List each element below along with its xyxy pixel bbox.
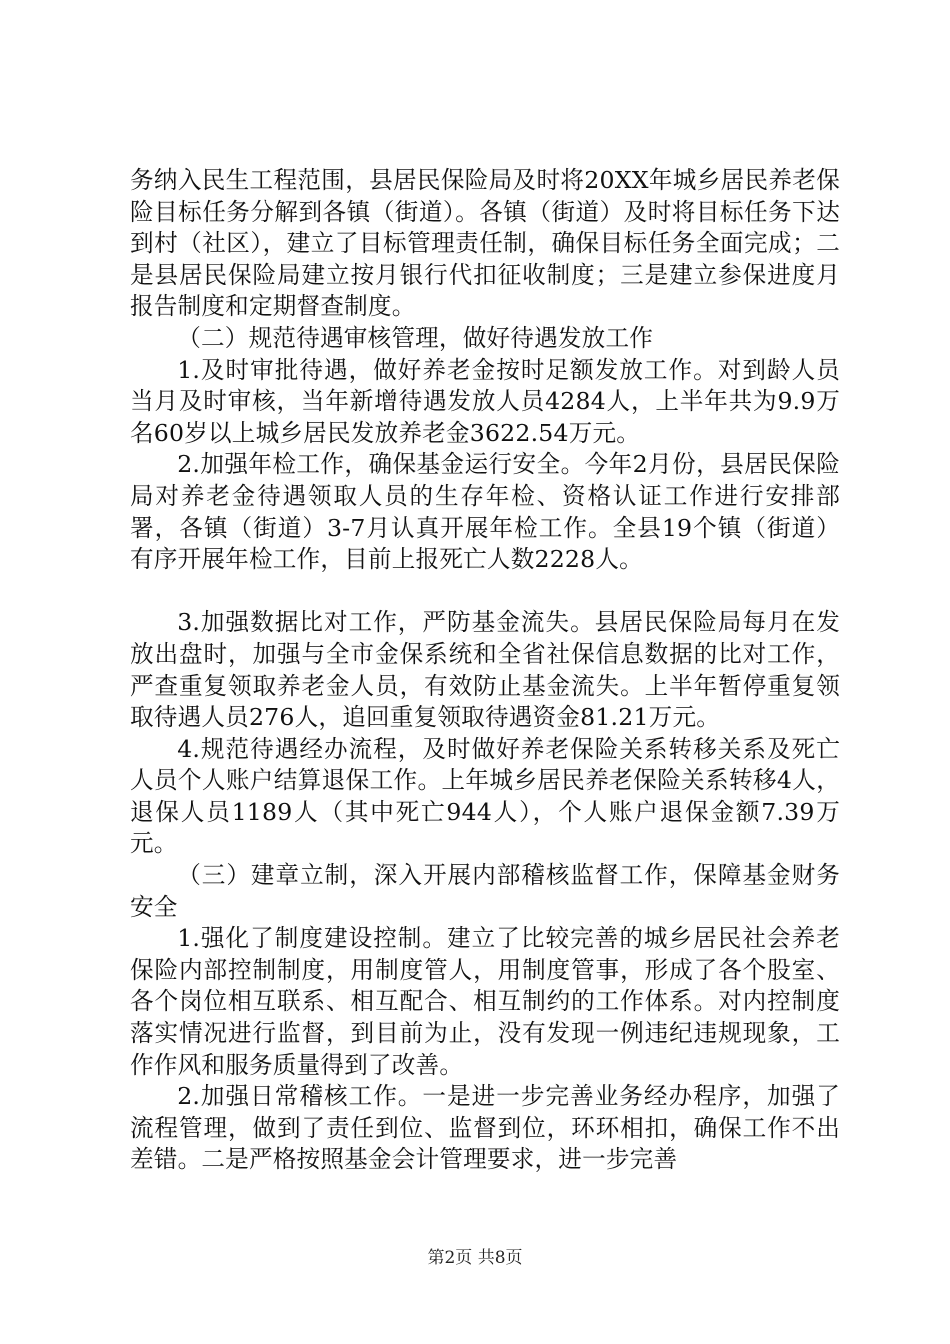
paragraph-item-2-3: 3.加强数据比对工作，严防基金流失。县居民保险局每月在发放出盘时，加强与全市金保系统和全省社保信息数据的比对工作，严查重复领取养老金人员，有效防止基金流失。上半年暂停重复领取待遇人员276人，追回重复领取待遇资金81.21万元。	[130, 608, 840, 732]
paragraph-continuation: 务纳入民生工程范围，县居民保险局及时将20XX年城乡居民养老保险目标任务分解到各镇（街道）。各镇（街道）及时将目标任务下达到村（社区），建立了目标管理责任制，确保目标任务全面完成；二是县居民保险局建立按月银行代扣征收制度；三是建立参保进度月报告制度和定期督查制度。	[130, 166, 840, 321]
paragraph-item-2-4: 4.规范待遇经办流程，及时做好养老保险关系转移关系及死亡人员个人账户结算退保工作。上年城乡居民养老保险关系转移4人，退保人员1189人（其中死亡944人），个人账户退保金额7.39万元。	[130, 734, 840, 858]
section-heading-2: （二）规范待遇审核管理，做好待遇发放工作	[177, 323, 654, 352]
paragraph-item-3-2: 2.加强日常稽核工作。一是进一步完善业务经办程序，加强了流程管理，做到了责任到位、监督到位，环环相扣，确保工作不出差错。二是严格按照基金会计管理要求，进一步完善	[130, 1082, 840, 1174]
paragraph-item-3-1: 1.强化了制度建设控制。建立了比较完善的城乡居民社会养老保险内部控制制度，用制度管人，用制度管事，形成了各个股室、各个岗位相互联系、相互配合、相互制约的工作体系。对内控制度落实情况进行监督，到目前为止，没有发现一例违纪违规现象，工作作风和服务质量得到了改善。	[130, 924, 840, 1079]
section-heading-3: （三）建章立制，深入开展内部稽核监督工作，保障基金财务安全	[130, 861, 840, 921]
paragraph-item-2-1: 1.及时审批待遇，做好养老金按时足额发放工作。对到龄人员当月及时审核，当年新增待遇发放人员4284人，上半年共为9.9万名60岁以上城乡居民发放养老金3622.54万元。	[130, 355, 840, 447]
document-body	[130, 165, 840, 1176]
page-number-label: 第2页 共8页	[427, 1248, 523, 1268]
page-footer	[0, 1243, 950, 1268]
paragraph-item-2-2: 2.加强年检工作，确保基金运行安全。今年2月份，县居民保险局对养老金待遇领取人员的生存年检、资格认证工作进行安排部署，各镇（街道）3-7月认真开展年检工作。全县19个镇（街道）有序开展年检工作，目前上报死亡人数2228人。	[130, 450, 840, 574]
